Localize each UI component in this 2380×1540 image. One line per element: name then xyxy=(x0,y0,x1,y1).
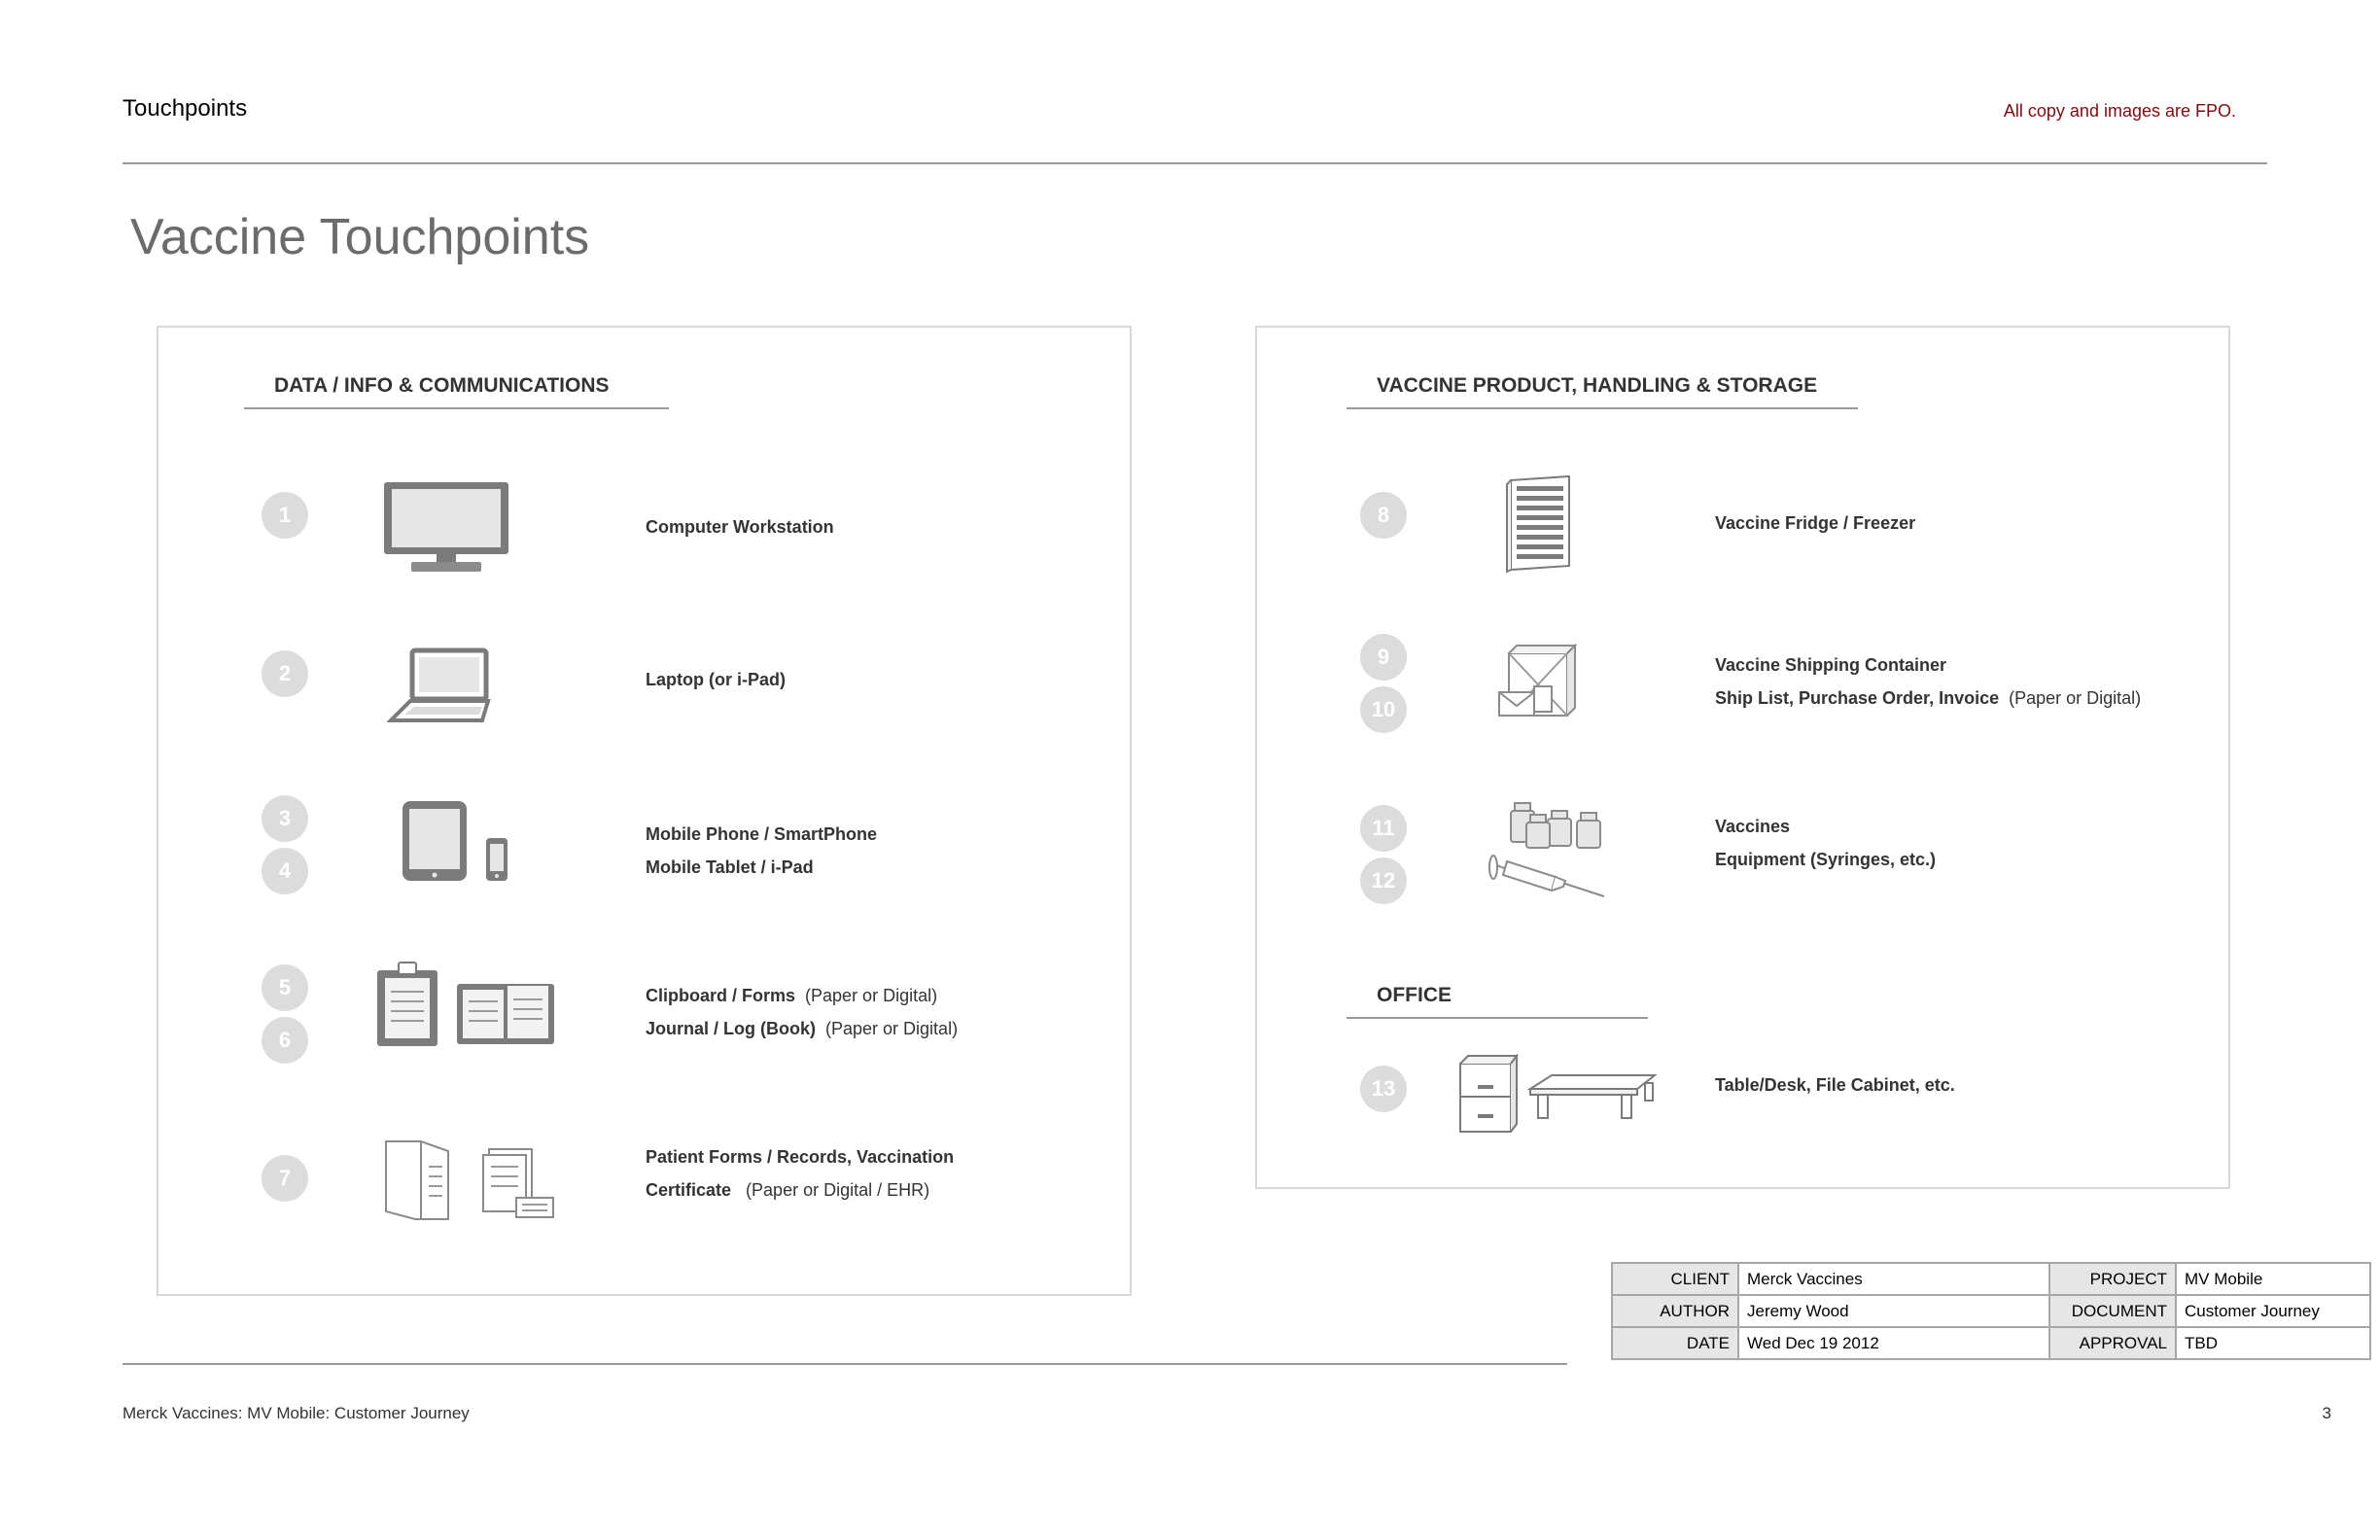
touchpoint-number: 4 xyxy=(262,848,308,894)
meta-value: Jeremy Wood xyxy=(1738,1295,2049,1327)
vaccine-panel-title-rule xyxy=(1347,407,1858,409)
footer-divider xyxy=(122,1363,1567,1365)
vaccine-panel-title: VACCINE PRODUCT, HANDLING & STORAGE xyxy=(1377,374,1818,397)
touchpoint-number: 2 xyxy=(262,650,308,697)
touchpoint-label: Mobile Phone / SmartPhone xyxy=(646,824,878,844)
patient-forms-icon xyxy=(382,1138,557,1226)
meta-value: TBD xyxy=(2176,1327,2370,1359)
office-title-rule xyxy=(1347,1017,1648,1019)
footer-document-label: Merck Vaccines: MV Mobile: Customer Journey xyxy=(122,1404,470,1422)
touchpoint-label: Certificate (Paper or Digital / EHR) xyxy=(646,1180,930,1200)
touchpoint-number: 7 xyxy=(262,1155,308,1202)
touchpoint-label: Journal / Log (Book) (Paper or Digital) xyxy=(646,1019,959,1038)
touchpoint-number: 9 xyxy=(1360,634,1407,681)
touchpoint-number: 5 xyxy=(262,964,308,1011)
clipboard-journal-icon xyxy=(375,961,556,1053)
touchpoint-number: 6 xyxy=(262,1017,308,1064)
touchpoint-label: Vaccines xyxy=(1715,817,1791,836)
laptop-icon xyxy=(387,647,494,729)
touchpoint-label: Computer Workstation xyxy=(646,517,834,537)
touchpoint-number: 13 xyxy=(1360,1066,1407,1112)
vaccine-handling-panel xyxy=(1255,326,2230,1189)
touchpoint-label: Vaccine Shipping Container xyxy=(1715,655,1947,675)
data-panel-title: DATA / INFO & COMMUNICATIONS xyxy=(274,374,610,397)
fpo-note: All copy and images are FPO. xyxy=(2003,101,2236,121)
touchpoint-label: Laptop (or i-Pad) xyxy=(646,670,786,689)
touchpoint-number: 3 xyxy=(262,795,308,842)
meta-row xyxy=(1612,1295,2370,1327)
meta-value: MV Mobile xyxy=(2176,1263,2370,1295)
desktop-monitor-icon xyxy=(382,480,512,578)
fridge-icon xyxy=(1505,474,1577,578)
cabinet-desk-icon xyxy=(1456,1054,1657,1138)
office-section-title: OFFICE xyxy=(1377,984,1452,1006)
touchpoint-number: 12 xyxy=(1360,858,1407,904)
meta-key: AUTHOR xyxy=(1612,1295,1738,1327)
touchpoint-number: 11 xyxy=(1360,805,1407,852)
meta-key: PROJECT xyxy=(2049,1263,2176,1295)
touchpoint-label: Equipment (Syringes, etc.) xyxy=(1715,850,1937,869)
touchpoint-label: Table/Desk, File Cabinet, etc. xyxy=(1715,1075,1955,1095)
touchpoint-number: 10 xyxy=(1360,686,1407,733)
meta-key: DATE xyxy=(1612,1327,1738,1359)
meta-key: APPROVAL xyxy=(2049,1327,2176,1359)
document-meta-table xyxy=(1611,1262,2371,1360)
meta-key: CLIENT xyxy=(1612,1263,1738,1295)
touchpoint-number: 8 xyxy=(1360,492,1407,539)
touchpoint-label: Patient Forms / Records, Vaccination xyxy=(646,1147,955,1167)
meta-value: Merck Vaccines xyxy=(1738,1263,2049,1295)
touchpoint-label: Ship List, Purchase Order, Invoice (Paper or Digital) xyxy=(1715,688,2142,708)
meta-row xyxy=(1612,1263,2370,1295)
header-divider xyxy=(122,162,2267,164)
touchpoint-label: Mobile Tablet / i-Pad xyxy=(646,858,814,877)
touchpoint-label: Vaccine Fridge / Freezer xyxy=(1715,513,1916,533)
touchpoint-number: 1 xyxy=(262,492,308,539)
vials-syringe-icon xyxy=(1488,801,1608,903)
tablet-phone-icon xyxy=(401,799,513,888)
meta-value: Customer Journey xyxy=(2176,1295,2370,1327)
page-title: Vaccine Touchpoints xyxy=(130,209,590,265)
meta-value: Wed Dec 19 2012 xyxy=(1738,1327,2049,1359)
data-panel-title-rule xyxy=(244,407,669,409)
meta-key: DOCUMENT xyxy=(2049,1295,2176,1327)
shipping-box-icon xyxy=(1497,642,1581,724)
header-section-label: Touchpoints xyxy=(122,95,248,122)
page-number: 3 xyxy=(2322,1404,2331,1422)
touchpoint-label: Clipboard / Forms (Paper or Digital) xyxy=(646,986,938,1005)
meta-row xyxy=(1612,1327,2370,1359)
